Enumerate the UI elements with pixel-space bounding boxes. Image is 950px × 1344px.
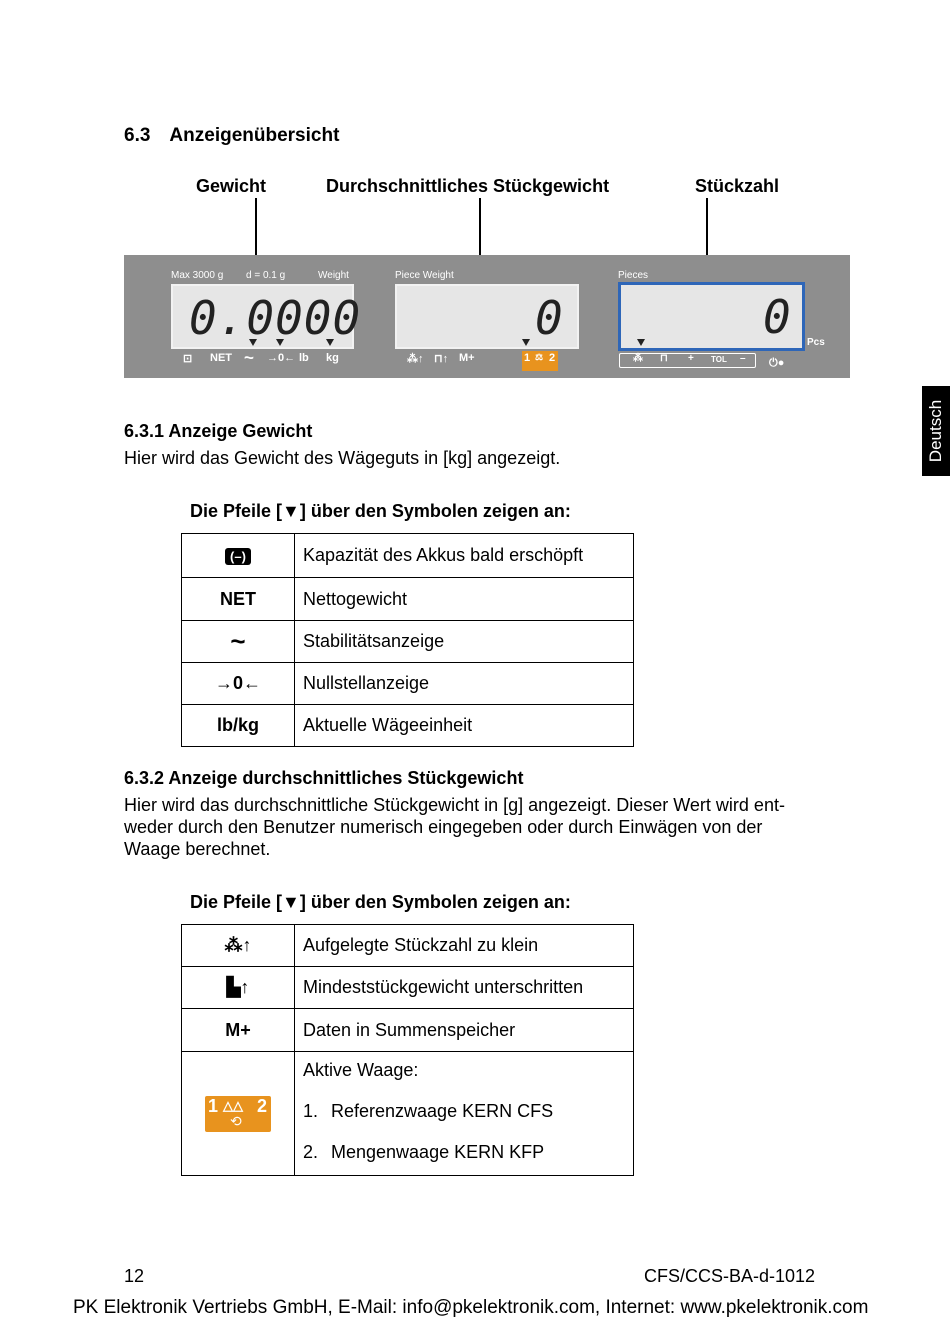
row-desc: Stabilitätsanzeige (295, 621, 634, 663)
count-low-icon: ⁂↑ (407, 353, 424, 365)
scale-icon: △△ (223, 1097, 243, 1113)
table-row (182, 621, 634, 663)
section-title: Anzeigenübersicht (169, 125, 340, 146)
active-scale-title: Aktive Waage: (303, 1060, 419, 1080)
tol-label: TOL (711, 355, 727, 364)
battery-icon: ⊡ (183, 353, 193, 365)
doc-id: CFS/CCS-BA-d-1012 (644, 1266, 816, 1286)
weight-indicator-1 (249, 339, 257, 346)
pieces-indicator (637, 339, 645, 346)
weight-indicator-2 (276, 339, 284, 346)
scale-display-panel (124, 255, 850, 378)
sub2-heading: 6.3.2 Anzeige durchschnittliches Stückgewicht (124, 768, 524, 788)
count-low-icon: ⁂↑ (182, 925, 295, 967)
table-row (182, 534, 634, 578)
sub2-text-line3: Waage berechnet. (124, 839, 271, 859)
pieces-label: Pieces (618, 270, 649, 281)
sub1-text: Hier wird das Gewicht des Wägeguts in [kg] angezeigt. (124, 448, 561, 468)
badge-num-right: 2 (256, 1095, 267, 1116)
tol-minus: – (740, 353, 746, 364)
unit-symbol: lb/kg (182, 705, 295, 747)
piece-weight-lcd-value: 0 (535, 291, 564, 345)
section-number: 6.3 (124, 125, 151, 146)
kg-unit: kg (326, 352, 339, 364)
row-desc: Mindeststückgewicht unterschritten (295, 967, 634, 1009)
table-row (182, 925, 634, 967)
weight-low-icon: ▙↑ (182, 967, 295, 1009)
swap-icon: ⟲ (230, 1112, 242, 1129)
power-icon: ⏻● (769, 357, 785, 369)
weight-max-label: Max 3000 g (171, 270, 224, 281)
active-scale-item-1: 1. Referenzwaage KERN CFS (303, 1101, 554, 1121)
table-row (182, 1009, 634, 1052)
badge-num-right: 2 (549, 352, 556, 364)
pieces-weight-icon: ⊓ (660, 353, 668, 364)
callout-count: Stückzahl (695, 176, 780, 196)
stability-icon: ~ (182, 621, 295, 663)
battery-icon: (–) (182, 534, 295, 578)
weight-d-label: d = 0.1 g (246, 270, 286, 281)
piece-weight-indicator (522, 339, 530, 346)
row-desc: Nettogewicht (295, 578, 634, 621)
active-scale-badge (205, 1096, 271, 1132)
net-symbol: NET (182, 578, 295, 621)
pieces-lcd (618, 282, 805, 351)
net-symbol: NET (210, 352, 232, 364)
sub2-table-intro: Die Pfeile [▼] über den Symbolen zeigen an: (190, 892, 571, 912)
stability-icon: ~ (244, 348, 254, 367)
table-row (182, 705, 634, 747)
mplus-symbol: M+ (459, 352, 475, 364)
row-desc: Daten in Summenspeicher (295, 1009, 634, 1052)
weight-indicator-3 (326, 339, 334, 346)
language-tab-label: Deutsch (926, 399, 945, 463)
sub2-text-line1: Hier wird das durchschnittliche Stückgewicht in [g] angezeigt. Dieser Wert wird ent- (124, 795, 785, 815)
zero-icon: →0← (182, 663, 295, 705)
badge-num-left: 1 (524, 352, 531, 364)
row-desc: Nullstellanzeige (295, 663, 634, 705)
weight-symbols-table (181, 533, 634, 747)
lb-unit: lb (299, 352, 309, 364)
sub1-table-intro: Die Pfeile [▼] über den Symbolen zeigen an: (190, 501, 571, 521)
page-number: 12 (124, 1266, 145, 1286)
sub1-heading: 6.3.1 Anzeige Gewicht (124, 421, 313, 441)
zero-icon: →0← (267, 352, 296, 364)
pieces-count-icon: ⁂ (633, 353, 643, 364)
tol-plus: + (688, 353, 694, 364)
badge-num-left: 1 (208, 1095, 219, 1116)
row-desc: Aktuelle Wägeeinheit (295, 705, 634, 747)
active-scale-desc (295, 1052, 634, 1176)
row-desc: Aufgelegte Stückzahl zu klein (295, 925, 634, 967)
active-scale-cell (182, 1052, 295, 1176)
active-scale-item-2: 2. Mengenwaage KERN KFP (303, 1142, 545, 1162)
row-desc: Kapazität des Akkus bald erschöpft (295, 534, 634, 578)
active-scale-badge (522, 351, 558, 371)
weight-label: Weight (318, 270, 349, 281)
piece-weight-symbols-table (181, 924, 634, 1176)
pieces-lcd-value: 0 (763, 290, 792, 344)
piece-weight-lcd (395, 284, 579, 349)
piece-weight-label: Piece Weight (395, 270, 454, 281)
weight-low-icon: ⊓↑ (434, 353, 449, 365)
table-row (182, 1052, 634, 1176)
footer-company: PK Elektronik Vertriebs GmbH, E-Mail: info@pkelektronik.com, Internet: www.pkelektronik.com (73, 1297, 869, 1318)
scale-icon: ⚖ (535, 352, 544, 362)
language-tab (922, 386, 950, 476)
section-heading (124, 125, 339, 147)
table-row (182, 967, 634, 1009)
mplus-symbol: M+ (182, 1009, 295, 1052)
pieces-symbol-bar (619, 353, 756, 368)
callout-weight: Gewicht (196, 176, 267, 196)
table-row (182, 663, 634, 705)
weight-lcd-value: 0.0000 (189, 291, 362, 345)
pcs-unit: Pcs (807, 337, 825, 348)
callout-avg-piece-weight: Durchschnittliches Stückgewicht (326, 176, 610, 196)
sub2-text-line2: weder durch den Benutzer numerisch eingegeben oder durch Einwägen von der (124, 817, 763, 837)
table-row (182, 578, 634, 621)
